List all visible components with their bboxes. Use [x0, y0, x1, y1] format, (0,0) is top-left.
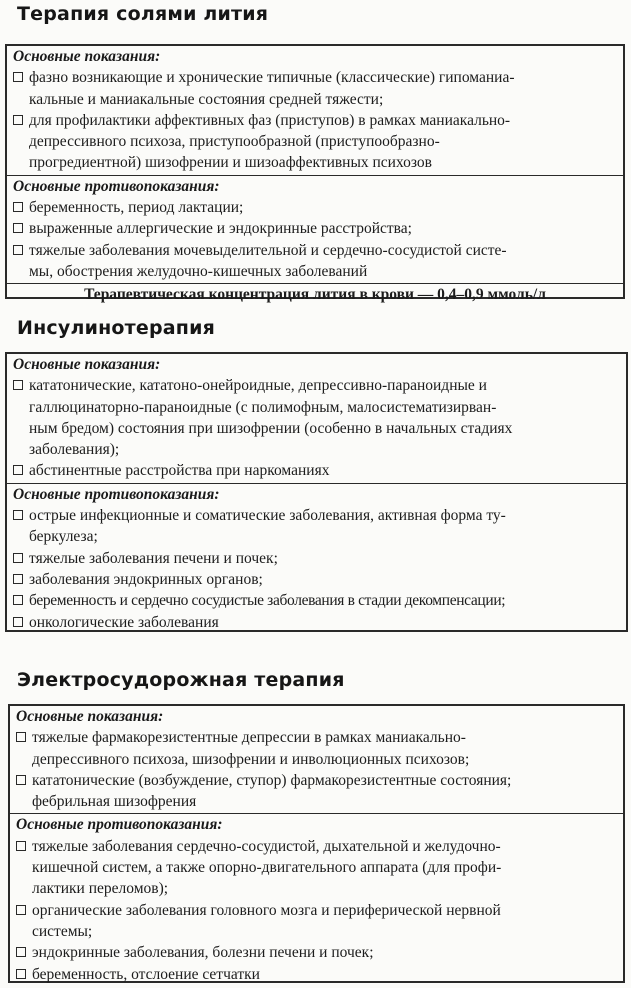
list-item: беременность, период лактации;	[13, 197, 619, 218]
checkbox-square-icon	[13, 202, 23, 212]
list-item: органические заболевания головного мозга и периферической нервной системы;	[16, 900, 619, 943]
list-item: заболевания эндокринных органов;	[13, 569, 622, 590]
checkbox-square-icon	[13, 223, 23, 233]
indications-heading: Основные показания:	[16, 708, 164, 725]
list-item: для профилактики аффективных фаз (приступов) в рамках маниакально- депрессивного психоза, приступообразной (приступообразно- прогредиентной) шизофрении и шизоаффективных психозов	[13, 110, 619, 174]
list-item: выраженные аллергические и эндокринные расстройства;	[13, 218, 619, 239]
section-title-ect: Электросудорожная терапия	[17, 669, 345, 691]
checkbox-square-icon	[13, 465, 23, 475]
indications-block	[7, 354, 626, 483]
section-box-insulin	[5, 352, 628, 632]
checkbox-square-icon	[16, 841, 26, 851]
contraindications-block	[7, 175, 623, 283]
checkbox-square-icon	[13, 72, 23, 82]
list-item: острые инфекционные и соматические заболевания, активная форма ту- беркулеза;	[13, 505, 622, 548]
section-box-ect	[8, 704, 625, 983]
checkbox-square-icon	[13, 510, 23, 520]
section-title-insulin: Инсулинотерапия	[17, 317, 216, 339]
indications-block	[10, 706, 623, 813]
list-item: беременность и сердечно сосудистые заболевания в стадии декомпенсации;	[13, 590, 622, 611]
checkbox-square-icon	[13, 574, 23, 584]
checkbox-square-icon	[13, 380, 23, 390]
contraindications-block	[10, 813, 623, 985]
list-item: кататонические, кататоно-онейроидные, депрессивно-параноидные и галлюцинаторно-параноидные (с полимофным, малосистематизирван- ным бредом) состояния при шизофрении (особенно в начальных стадиях заболевания);	[13, 375, 622, 460]
checkbox-square-icon	[16, 775, 26, 785]
contraindications-block	[7, 483, 626, 634]
checkbox-square-icon	[16, 947, 26, 957]
list-item: эндокринные заболевания, болезни печени и почек;	[16, 942, 619, 963]
list-item: кататонические (возбуждение, ступор) фармакорезистентные состояния; фебрильная шизофрения	[16, 770, 619, 813]
list-item: тяжелые заболевания мочевыделительной и сердечно-сосудистой систе- мы, обострения желудочно-кишечных заболеваний	[13, 240, 619, 283]
list-item: тяжелые заболевания сердечно-сосудистой, дыхательной и желудочно- кишечной систем, а также опорно-двигательного аппарата (для профи- лактики переломов);	[16, 836, 619, 900]
list-item: онкологические заболевания	[13, 612, 622, 633]
section-box-lithium	[5, 44, 625, 304]
contraindications-heading: Основные противопоказания:	[16, 816, 223, 834]
indications-block	[7, 46, 623, 175]
checkbox-square-icon	[13, 595, 23, 605]
list-item: фазно возникающие и хронические типичные (классические) гипоманиа- кальные и маниакальные состояния средней тяжести;	[13, 67, 619, 110]
list-item: абстинентные расстройства при наркоманиях	[13, 460, 622, 481]
checkbox-square-icon	[13, 553, 23, 563]
checkbox-square-icon	[16, 732, 26, 742]
checkbox-square-icon	[13, 115, 23, 125]
indications-heading: Основные показания:	[13, 356, 161, 373]
checkbox-square-icon	[13, 617, 23, 627]
contraindications-heading: Основные противопоказания:	[13, 177, 220, 195]
checkbox-square-icon	[16, 905, 26, 915]
list-item: беременность, отслоение сетчатки	[16, 964, 619, 985]
checkbox-square-icon	[16, 969, 26, 979]
indications-heading: Основные показания:	[13, 48, 161, 65]
checkbox-square-icon	[13, 245, 23, 255]
list-item: тяжелые заболевания печени и почек;	[13, 548, 622, 569]
lithium-concentration-note: Терапевтическая концентрация лития в крови — 0,4–0,9 ммоль/л	[7, 283, 623, 305]
contraindications-heading: Основные противопоказания:	[13, 485, 220, 503]
section-title-lithium: Терапия солями лития	[17, 3, 269, 25]
list-item: тяжелые фармакорезистентные депрессии в рамках маниакально- депрессивного психоза, шизофрении и инволюционных психозов;	[16, 727, 619, 770]
